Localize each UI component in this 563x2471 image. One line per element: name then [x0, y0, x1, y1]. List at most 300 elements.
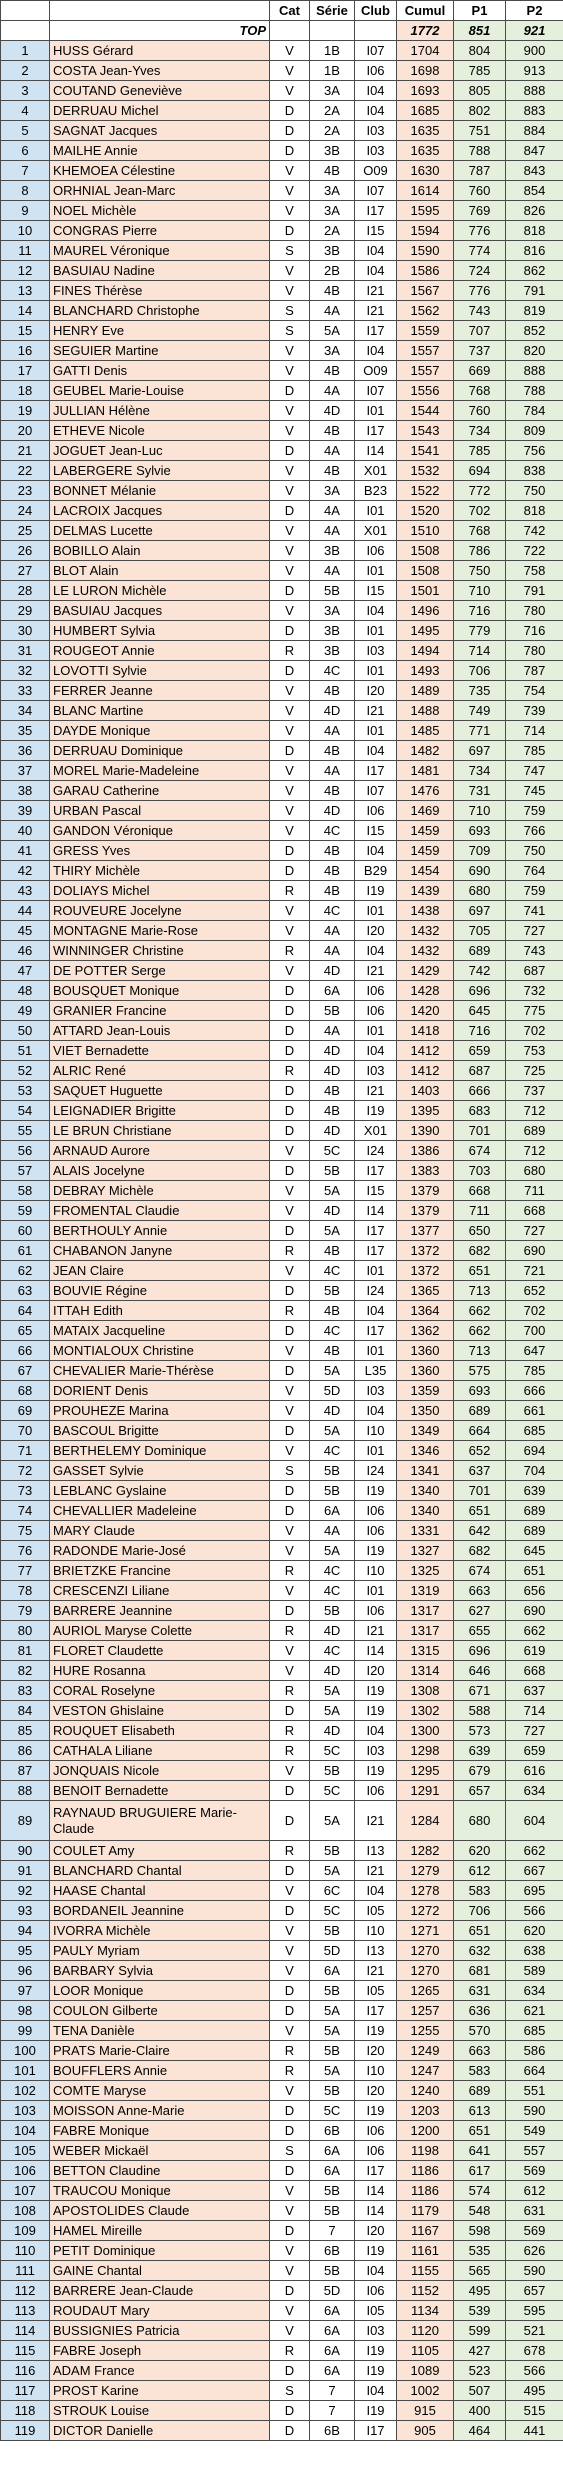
p1-cell: 669 — [454, 361, 506, 381]
p2-cell: 852 — [506, 321, 563, 341]
cumul-cell: 1439 — [397, 881, 454, 901]
serie-cell: 4A — [310, 501, 355, 521]
p1-cell: 776 — [454, 221, 506, 241]
table-row — [1, 881, 563, 901]
p1-cell: 664 — [454, 1421, 506, 1441]
table-row — [1, 2041, 563, 2061]
club-cell: I01 — [355, 661, 397, 681]
player-name-cell: CHEVALLIER Madeleine — [50, 1501, 270, 1521]
p2-cell: 616 — [506, 1761, 563, 1781]
rank-cell: 16 — [1, 341, 50, 361]
p2-cell: 775 — [506, 1001, 563, 1021]
rank-cell: 6 — [1, 141, 50, 161]
p2-cell: 687 — [506, 961, 563, 981]
cumul-cell: 1240 — [397, 2081, 454, 2101]
serie-cell: 5C — [310, 2101, 355, 2121]
serie-cell: 7 — [310, 2401, 355, 2421]
serie-cell: 6C — [310, 1881, 355, 1901]
p2-cell: 690 — [506, 1241, 563, 1261]
rank-cell: 88 — [1, 1781, 50, 1801]
table-row — [1, 661, 563, 681]
table-row — [1, 1801, 563, 1841]
serie-cell: 3B — [310, 141, 355, 161]
cat-cell: D — [270, 501, 310, 521]
rank-cell: 118 — [1, 2401, 50, 2421]
serie-cell: 5B — [310, 2201, 355, 2221]
p1-cell: 495 — [454, 2281, 506, 2301]
serie-cell: 5C — [310, 1741, 355, 1761]
rank-cell: 36 — [1, 741, 50, 761]
player-name-cell: HENRY Eve — [50, 321, 270, 341]
serie-cell: 4C — [310, 901, 355, 921]
cat-cell: V — [270, 2081, 310, 2101]
p2-cell: 714 — [506, 721, 563, 741]
serie-cell: 4D — [310, 1721, 355, 1741]
rank-cell: 59 — [1, 1201, 50, 1221]
player-name-cell: BARRERE Jeannine — [50, 1601, 270, 1621]
player-name-cell: BENOIT Bernadette — [50, 1781, 270, 1801]
table-row — [1, 1601, 563, 1621]
p2-cell: 742 — [506, 521, 563, 541]
top-blank — [310, 21, 355, 41]
club-cell: I01 — [355, 1341, 397, 1361]
p1-cell: 650 — [454, 1221, 506, 1241]
player-name-cell: BRIETZKE Francine — [50, 1561, 270, 1581]
table-row — [1, 1481, 563, 1501]
cumul-cell: 1390 — [397, 1121, 454, 1141]
serie-cell: 4D — [310, 1661, 355, 1681]
p1-cell: 701 — [454, 1481, 506, 1501]
rank-cell: 47 — [1, 961, 50, 981]
p2-cell: 843 — [506, 161, 563, 181]
table-row — [1, 441, 563, 461]
serie-cell: 5B — [310, 1001, 355, 1021]
player-name-cell: LOVOTTI Sylvie — [50, 661, 270, 681]
p2-cell: 656 — [506, 1581, 563, 1601]
cat-cell: D — [270, 221, 310, 241]
rank-cell: 85 — [1, 1721, 50, 1741]
serie-cell: 5A — [310, 1221, 355, 1241]
club-cell: I24 — [355, 1281, 397, 1301]
table-row — [1, 2081, 563, 2101]
table-row — [1, 701, 563, 721]
p1-cell: 760 — [454, 401, 506, 421]
rank-cell: 76 — [1, 1541, 50, 1561]
p1-cell: 535 — [454, 2241, 506, 2261]
p1-cell: 583 — [454, 2061, 506, 2081]
rank-cell: 96 — [1, 1961, 50, 1981]
player-name-cell: STROUK Louise — [50, 2401, 270, 2421]
cat-cell: D — [270, 381, 310, 401]
table-row — [1, 1361, 563, 1381]
cumul-cell: 1203 — [397, 2101, 454, 2121]
serie-cell: 5B — [310, 1461, 355, 1481]
club-cell: I17 — [355, 2001, 397, 2021]
club-cell: I13 — [355, 1841, 397, 1861]
p1-cell: 689 — [454, 941, 506, 961]
player-name-cell: BOUVIE Régine — [50, 1281, 270, 1301]
p2-cell: 716 — [506, 621, 563, 641]
table-row — [1, 1261, 563, 1281]
serie-cell: 5C — [310, 1781, 355, 1801]
p2-cell: 745 — [506, 781, 563, 801]
serie-cell: 6A — [310, 981, 355, 1001]
p2-cell: 739 — [506, 701, 563, 721]
table-row — [1, 261, 563, 281]
cat-cell: D — [270, 981, 310, 1001]
table-row — [1, 421, 563, 441]
rank-cell: 99 — [1, 2021, 50, 2041]
cumul-cell: 1255 — [397, 2021, 454, 2041]
cumul-cell: 1494 — [397, 641, 454, 661]
p2-cell: 847 — [506, 141, 563, 161]
p1-cell: 645 — [454, 1001, 506, 1021]
p1-cell: 655 — [454, 1621, 506, 1641]
p2-cell: 888 — [506, 361, 563, 381]
cat-cell: R — [270, 1061, 310, 1081]
cat-cell: D — [270, 2221, 310, 2241]
rank-cell: 32 — [1, 661, 50, 681]
cumul-cell: 1383 — [397, 1161, 454, 1181]
player-name-cell: ROUDAUT Mary — [50, 2301, 270, 2321]
club-cell: I24 — [355, 1461, 397, 1481]
p1-cell: 710 — [454, 581, 506, 601]
serie-cell: 4A — [310, 941, 355, 961]
cumul-cell: 1496 — [397, 601, 454, 621]
club-cell: I14 — [355, 2181, 397, 2201]
p2-cell: 732 — [506, 981, 563, 1001]
rank-cell: 104 — [1, 2121, 50, 2141]
cat-cell: D — [270, 101, 310, 121]
cumul-cell: 1556 — [397, 381, 454, 401]
table-row — [1, 801, 563, 821]
table-row — [1, 1421, 563, 1441]
p1-cell: 706 — [454, 1901, 506, 1921]
table-row — [1, 821, 563, 841]
table-row — [1, 581, 563, 601]
rank-cell: 49 — [1, 1001, 50, 1021]
table-row — [1, 1001, 563, 1021]
p2-cell: 645 — [506, 1541, 563, 1561]
table-row — [1, 1401, 563, 1421]
table-row — [1, 1101, 563, 1121]
p2-cell: 756 — [506, 441, 563, 461]
header-blank — [50, 1, 270, 21]
p2-cell: 595 — [506, 2301, 563, 2321]
cat-cell: V — [270, 1141, 310, 1161]
player-name-cell: LE BRUN Christiane — [50, 1121, 270, 1141]
p1-cell: 427 — [454, 2341, 506, 2361]
p2-cell: 727 — [506, 1721, 563, 1741]
serie-cell: 5B — [310, 1981, 355, 2001]
cumul-cell: 1167 — [397, 2221, 454, 2241]
rank-cell: 63 — [1, 1281, 50, 1301]
p2-cell: 818 — [506, 501, 563, 521]
p2-cell: 666 — [506, 1381, 563, 1401]
p2-cell: 685 — [506, 1421, 563, 1441]
table-row — [1, 1781, 563, 1801]
club-cell: I14 — [355, 441, 397, 461]
serie-cell: 6A — [310, 2361, 355, 2381]
p2-cell: 638 — [506, 1941, 563, 1961]
cumul-cell: 1594 — [397, 221, 454, 241]
serie-cell: 4B — [310, 421, 355, 441]
player-name-cell: MATAIX Jacqueline — [50, 1321, 270, 1341]
cumul-cell: 1247 — [397, 2061, 454, 2081]
cumul-cell: 1614 — [397, 181, 454, 201]
rank-cell: 35 — [1, 721, 50, 741]
serie-cell: 1B — [310, 41, 355, 61]
player-name-cell: JULLIAN Hélène — [50, 401, 270, 421]
p1-cell: 682 — [454, 1241, 506, 1261]
rank-cell: 12 — [1, 261, 50, 281]
cumul-cell: 1314 — [397, 1661, 454, 1681]
p2-cell: 569 — [506, 2221, 563, 2241]
player-name-cell: BASUIAU Jacques — [50, 601, 270, 621]
serie-cell: 4C — [310, 1561, 355, 1581]
player-name-cell: JEAN Claire — [50, 1261, 270, 1281]
cumul-cell: 1319 — [397, 1581, 454, 1601]
p2-cell: 637 — [506, 1681, 563, 1701]
club-cell: I04 — [355, 1881, 397, 1901]
table-row — [1, 1021, 563, 1041]
rank-cell: 39 — [1, 801, 50, 821]
rank-cell: 15 — [1, 321, 50, 341]
club-cell: I07 — [355, 781, 397, 801]
player-name-cell: MARY Claude — [50, 1521, 270, 1541]
table-row — [1, 1041, 563, 1061]
cumul-cell: 1403 — [397, 1081, 454, 1101]
p1-cell: 565 — [454, 2261, 506, 2281]
club-cell: I21 — [355, 701, 397, 721]
cat-cell: D — [270, 1321, 310, 1341]
serie-cell: 5B — [310, 1281, 355, 1301]
table-row — [1, 861, 563, 881]
p1-cell: 548 — [454, 2201, 506, 2221]
serie-cell: 5A — [310, 1181, 355, 1201]
p1-cell: 735 — [454, 681, 506, 701]
cat-cell: D — [270, 1161, 310, 1181]
cumul-cell: 1482 — [397, 741, 454, 761]
club-cell: O09 — [355, 161, 397, 181]
cat-cell: V — [270, 2301, 310, 2321]
p2-cell: 441 — [506, 2421, 563, 2441]
player-name-cell: CONGRAS Pierre — [50, 221, 270, 241]
serie-cell: 4B — [310, 1081, 355, 1101]
p1-cell: 734 — [454, 421, 506, 441]
p2-cell: 809 — [506, 421, 563, 441]
player-name-cell: HURE Rosanna — [50, 1661, 270, 1681]
rank-cell: 110 — [1, 2241, 50, 2261]
player-name-cell: WINNINGER Christine — [50, 941, 270, 961]
player-name-cell: MONTAGNE Marie-Rose — [50, 921, 270, 941]
player-name-cell: MAUREL Véronique — [50, 241, 270, 261]
club-cell: I14 — [355, 1201, 397, 1221]
player-name-cell: BASCOUL Brigitte — [50, 1421, 270, 1441]
serie-cell: 5D — [310, 1941, 355, 1961]
p2-cell: 694 — [506, 1441, 563, 1461]
cat-cell: V — [270, 701, 310, 721]
p1-cell: 713 — [454, 1341, 506, 1361]
club-cell: I04 — [355, 1401, 397, 1421]
player-name-cell: DICTOR Danielle — [50, 2421, 270, 2441]
cat-cell: D — [270, 141, 310, 161]
table-row — [1, 361, 563, 381]
table-row — [1, 2321, 563, 2341]
rank-cell: 20 — [1, 421, 50, 441]
serie-cell: 4B — [310, 1301, 355, 1321]
p2-cell: 689 — [506, 1521, 563, 1541]
cumul-cell: 1284 — [397, 1801, 454, 1841]
club-cell: I20 — [355, 681, 397, 701]
cumul-cell: 905 — [397, 2421, 454, 2441]
header-blank — [1, 1, 50, 21]
cumul-cell: 1372 — [397, 1261, 454, 1281]
p1-cell: 662 — [454, 1321, 506, 1341]
serie-cell: 4B — [310, 741, 355, 761]
table-row — [1, 1841, 563, 1861]
player-name-cell: ETHEVE Nicole — [50, 421, 270, 441]
club-cell: X01 — [355, 1121, 397, 1141]
cumul-cell: 1302 — [397, 1701, 454, 1721]
rank-cell: 109 — [1, 2221, 50, 2241]
cat-cell: V — [270, 1661, 310, 1681]
club-cell: I03 — [355, 1061, 397, 1081]
p2-cell: 604 — [506, 1801, 563, 1841]
p1-cell: 659 — [454, 1041, 506, 1061]
cat-cell: V — [270, 1261, 310, 1281]
p1-cell: 805 — [454, 81, 506, 101]
cumul-cell: 1362 — [397, 1321, 454, 1341]
p2-cell: 743 — [506, 941, 563, 961]
player-name-cell: ARNAUD Aurore — [50, 1141, 270, 1161]
club-cell: I03 — [355, 141, 397, 161]
table-row — [1, 1901, 563, 1921]
p2-cell: 711 — [506, 1181, 563, 1201]
p2-cell: 854 — [506, 181, 563, 201]
club-cell: I20 — [355, 2041, 397, 2061]
rank-cell: 106 — [1, 2161, 50, 2181]
cat-cell: D — [270, 441, 310, 461]
cumul-cell: 1300 — [397, 1721, 454, 1741]
club-cell: I19 — [355, 1481, 397, 1501]
club-cell: I01 — [355, 1581, 397, 1601]
cat-cell: D — [270, 2161, 310, 2181]
p2-cell: 820 — [506, 341, 563, 361]
player-name-cell: VESTON Ghislaine — [50, 1701, 270, 1721]
top-blank — [270, 21, 310, 41]
table-row — [1, 2221, 563, 2241]
cat-cell: V — [270, 721, 310, 741]
club-cell: I03 — [355, 2321, 397, 2341]
p2-cell: 791 — [506, 581, 563, 601]
rank-cell: 102 — [1, 2081, 50, 2101]
p2-cell: 495 — [506, 2381, 563, 2401]
p1-cell: 680 — [454, 1801, 506, 1841]
rank-cell: 21 — [1, 441, 50, 461]
player-name-cell: FABRE Joseph — [50, 2341, 270, 2361]
rank-cell: 45 — [1, 921, 50, 941]
player-name-cell: PROUHEZE Marina — [50, 1401, 270, 1421]
p2-cell: 725 — [506, 1061, 563, 1081]
cat-cell: S — [270, 2381, 310, 2401]
cumul-cell: 1476 — [397, 781, 454, 801]
cumul-cell: 1325 — [397, 1561, 454, 1581]
player-name-cell: FABRE Monique — [50, 2121, 270, 2141]
player-name-cell: MOISSON Anne-Marie — [50, 2101, 270, 2121]
p1-cell: 785 — [454, 61, 506, 81]
cumul-cell: 1685 — [397, 101, 454, 121]
club-cell: I19 — [355, 1681, 397, 1701]
rank-cell: 4 — [1, 101, 50, 121]
p2-cell: 791 — [506, 281, 563, 301]
cat-cell: V — [270, 1341, 310, 1361]
rank-cell: 57 — [1, 1161, 50, 1181]
cumul-cell: 1557 — [397, 361, 454, 381]
rank-cell: 40 — [1, 821, 50, 841]
cumul-cell: 1340 — [397, 1501, 454, 1521]
cumul-cell: 1567 — [397, 281, 454, 301]
cumul-cell: 1179 — [397, 2201, 454, 2221]
serie-cell: 4B — [310, 1241, 355, 1261]
serie-cell: 5A — [310, 1421, 355, 1441]
club-cell: I04 — [355, 2261, 397, 2281]
p1-cell: 663 — [454, 1581, 506, 1601]
cumul-cell: 1543 — [397, 421, 454, 441]
p2-cell: 702 — [506, 1021, 563, 1041]
p2-cell: 838 — [506, 461, 563, 481]
rank-cell: 95 — [1, 1941, 50, 1961]
cat-cell: D — [270, 2421, 310, 2441]
table-row — [1, 1961, 563, 1981]
cumul-cell: 1693 — [397, 81, 454, 101]
club-cell: B23 — [355, 481, 397, 501]
p2-cell: 750 — [506, 841, 563, 861]
rank-cell: 70 — [1, 1421, 50, 1441]
p2-cell: 661 — [506, 1401, 563, 1421]
club-cell: I04 — [355, 341, 397, 361]
p2-cell: 747 — [506, 761, 563, 781]
player-name-cell: ATTARD Jean-Louis — [50, 1021, 270, 1041]
p2-cell: 766 — [506, 821, 563, 841]
rank-cell: 27 — [1, 561, 50, 581]
player-name-cell: COULET Amy — [50, 1841, 270, 1861]
club-cell: I01 — [355, 501, 397, 521]
serie-cell: 6B — [310, 2421, 355, 2441]
cat-cell: D — [270, 1081, 310, 1101]
p1-cell: 636 — [454, 2001, 506, 2021]
cat-cell: D — [270, 2361, 310, 2381]
serie-cell: 4B — [310, 781, 355, 801]
table-row — [1, 1221, 563, 1241]
serie-cell: 6A — [310, 2301, 355, 2321]
cat-cell: V — [270, 1201, 310, 1221]
cat-cell: R — [270, 1561, 310, 1581]
table-row — [1, 1741, 563, 1761]
cat-cell: V — [270, 561, 310, 581]
p1-cell: 694 — [454, 461, 506, 481]
club-cell: I05 — [355, 1981, 397, 2001]
p1-cell: 696 — [454, 981, 506, 1001]
cumul-cell: 1364 — [397, 1301, 454, 1321]
rank-cell: 68 — [1, 1381, 50, 1401]
player-name-cell: CHEVALIER Marie-Thérèse — [50, 1361, 270, 1381]
p2-cell: 634 — [506, 1781, 563, 1801]
player-name-cell: TENA Danièle — [50, 2021, 270, 2041]
club-cell: I15 — [355, 1181, 397, 1201]
serie-cell: 4A — [310, 921, 355, 941]
club-cell: I20 — [355, 921, 397, 941]
